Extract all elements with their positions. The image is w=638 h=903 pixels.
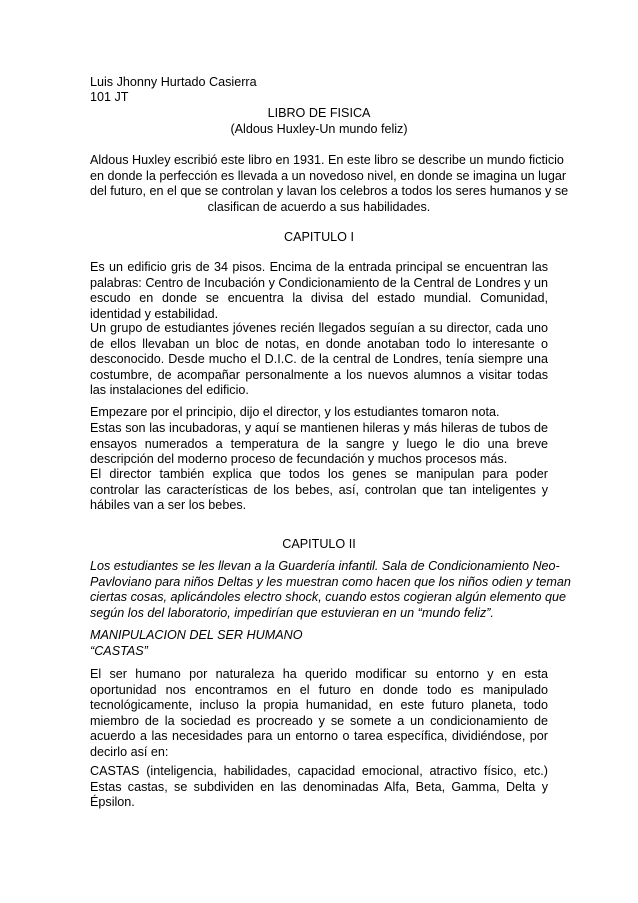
chapter-2-italic-line: Los estudiantes se les llevan a la Guardería infantil. Sala de Condicionamiento Neo- xyxy=(90,559,560,573)
chapter-2-paragraph: CASTAS (inteligencia, habilidades, capacidad emocional, atractivo físico, etc.) Estas castas, se subdividen en las denominadas Alfa, Beta, Gamma, Delta y Épsilon. xyxy=(90,764,548,809)
chapter-1-paragraph: Es un edificio gris de 34 pisos. Encima de la entrada principal se encuentran las palabras: Centro de Incubación y Condicionamiento de la Central de Londres y un escudo en donde se encuentra la divisa del estado mundial. Comunidad, identidad y estabilidad. xyxy=(90,260,548,321)
intro-line: del futuro, en el que se controlan y lavan los celebros a todos los seres humanos y se xyxy=(90,184,569,198)
chapter-2-italic-line: ciertas cosas, aplicándoles electro shock, cuando estos cogieran algún elemento que xyxy=(90,590,567,604)
intro-line: clasifican de acuerdo a sus habilidades. xyxy=(207,200,431,214)
section-heading: “CASTAS” xyxy=(90,644,148,658)
chapter-2-heading: CAPITULO II xyxy=(282,537,356,551)
document-subtitle: (Aldous Huxley-Un mundo feliz) xyxy=(230,122,408,136)
author-name: Luis Jhonny Hurtado Casierra xyxy=(90,75,257,89)
chapter-1-paragraph: Empezare por el principio, dijo el director, y los estudiantes tomaron nota. xyxy=(90,405,500,419)
section-heading: MANIPULACION DEL SER HUMANO xyxy=(90,628,303,642)
document-title: LIBRO DE FISICA xyxy=(267,106,371,120)
chapter-1-paragraph: Un grupo de estudiantes jóvenes recién llegados seguían a su director, cada uno de ellos llevaban un bloc de notas, en donde anotaban todo lo interesante o desconocido. Desde mucho el D.I.C. de la central de Londres, tenía siempre una costumbre, de acompañar personalmente a los nuevos alumnos a visitar todas las instalaciones del edificio. xyxy=(90,321,548,397)
chapter-2-italic-line: según los del laboratorio, impedirían que estuvieran en un “mundo feliz”. xyxy=(90,606,494,620)
intro-line: Aldous Huxley escribió este libro en 1931. En este libro se describe un mundo ficticio xyxy=(90,153,564,167)
chapter-1-paragraph: Estas son las incubadoras, y aquí se mantienen hileras y más hileras de tubos de ensayos numerados a temperatura de la sangre y luego le dio una breve descripción del moderno proceso de fecundación y muchos procesos más. xyxy=(90,421,548,466)
group-code: 101 JT xyxy=(90,90,129,104)
chapter-1-paragraph: El director también explica que todos los genes se manipulan para poder controlar las características de los bebes, así, controlan que tan inteligentes y hábiles van a ser los bebes. xyxy=(90,467,548,512)
intro-line: en donde la perfección es llevada a un novedoso nivel, en donde se imagina un lugar xyxy=(90,169,567,183)
chapter-2-italic-line: Pavloviano para niños Deltas y les muestran como hacen que los niños odien y teman xyxy=(90,575,571,589)
chapter-1-heading: CAPITULO I xyxy=(284,230,354,244)
chapter-2-paragraph: El ser humano por naturaleza ha querido modificar su entorno y en esta oportunidad nos encontramos en el futuro en donde todo es manipulado tecnológicamente, incluso la propia humanidad, en este futuro planeta, todo miembro de la sociedad es procreado y se somete a un condicionamiento de acuerdo a las necesidades para un entorno o tarea específica, dividiéndose, por decirlo así en: xyxy=(90,667,548,759)
